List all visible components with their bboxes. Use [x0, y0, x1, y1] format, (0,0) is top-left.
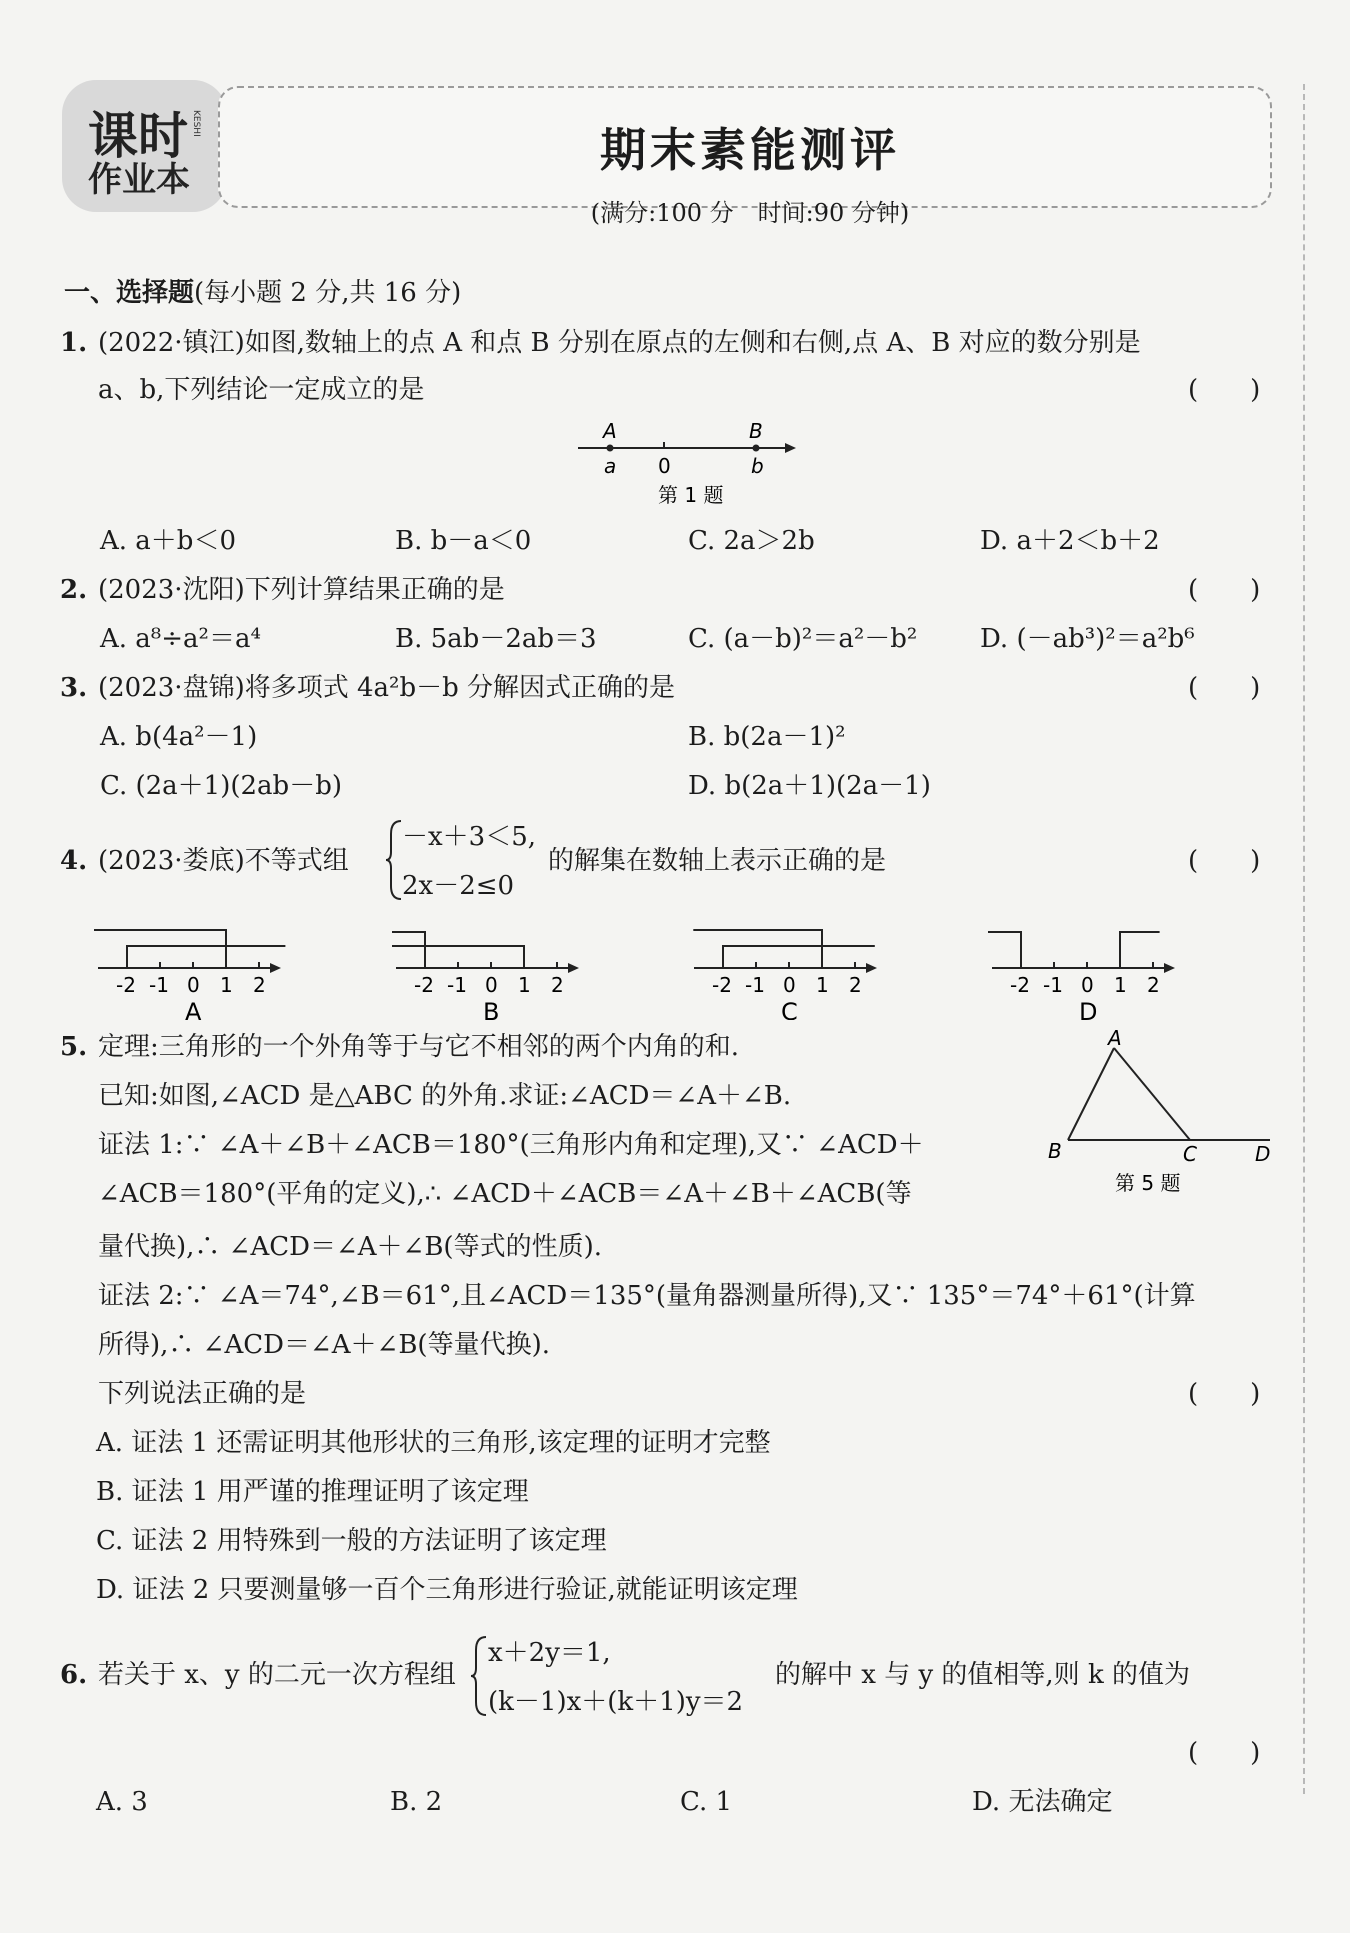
q4-tick-label: 2 [253, 973, 266, 997]
q1-point-a [607, 445, 614, 452]
q6-system-eq1: x＋2y＝1, [488, 1638, 611, 1668]
q5-number: 5. [60, 1032, 88, 1062]
q4-figure-c [693, 930, 877, 1020]
q5-line-2: 已知:如图,∠ACD 是△ABC 的外角.求证:∠ACD＝∠A＋∠B. [98, 1081, 792, 1111]
q5-line-3: 证法 1:∵ ∠A＋∠B＋∠ACB＝180°(三角形内角和定理),又∵ ∠ACD＋ [98, 1130, 924, 1160]
q2-option-c[interactable]: C. (a－b)²＝a²－b² [688, 624, 918, 654]
q1-option-c[interactable]: C. 2a＞2b [688, 526, 815, 556]
q5-side-ab [1068, 1048, 1114, 1140]
q1-point-b [753, 445, 760, 452]
q4-tick-label: -2 [712, 973, 732, 997]
q4-tick-label: -1 [149, 973, 169, 997]
q4-tick-label: 1 [816, 973, 829, 997]
q5-option-d[interactable]: D. 证法 2 只要测量够一百个三角形进行验证,就能证明该定理 [96, 1575, 798, 1605]
q6-stem-post: 的解中 x 与 y 的值相等,则 k 的值为 [775, 1660, 1190, 1690]
logo-text-sub: 作业本 [88, 160, 190, 200]
q3-option-a[interactable]: A. b(4a²－1) [100, 722, 258, 752]
q5-line-4: ∠ACB＝180°(平角的定义),∴ ∠ACD＋∠ACB＝∠A＋∠B＋∠ACB(等 [98, 1179, 912, 1209]
q4-system-eq1: －x＋3＜5, [402, 822, 537, 852]
q4-solution-ray [392, 932, 425, 968]
q3-option-d[interactable]: D. b(2a＋1)(2a－1) [688, 771, 931, 801]
q3-answer-blank[interactable]: ( ) [1188, 673, 1261, 703]
q4-tick-label: -2 [414, 973, 434, 997]
q1-option-d[interactable]: D. a＋2＜b＋2 [980, 526, 1160, 556]
q4-options-figures [90, 910, 1190, 1020]
q1-label-b: b [751, 454, 764, 478]
q1-option-b[interactable]: B. b－a＜0 [395, 526, 532, 556]
q4-solution-ray [127, 946, 285, 968]
q4-axis-arrow [866, 963, 877, 973]
q5-answer-blank[interactable]: ( ) [1188, 1379, 1261, 1409]
q1-figure-caption: 第 1 题 [658, 483, 724, 507]
q5-line-7: 所得),∴ ∠ACD＝∠A＋∠B(等量代换). [98, 1330, 550, 1360]
q4-tick-label: -1 [1043, 973, 1063, 997]
q4-option-label[interactable]: B [483, 998, 500, 1020]
q2-stem: (2023·沈阳)下列计算结果正确的是 [98, 575, 505, 605]
q4-axis-arrow [270, 963, 281, 973]
q2-option-b[interactable]: B. 5ab－2ab＝3 [395, 624, 597, 654]
q4-tick-label: 1 [1114, 973, 1127, 997]
q4-tick-label: 2 [1147, 973, 1160, 997]
q1-number: 1. [60, 328, 88, 358]
q5-label-A: A [1108, 1030, 1122, 1050]
section-note: (每小题 2 分,共 16 分) [194, 278, 462, 308]
page-subtitle: (满分:100 分 时间:90 分钟) [590, 199, 910, 227]
q5-triangle-figure [1040, 1030, 1280, 1205]
q4-solution-ray [693, 930, 822, 968]
q4-tick-label: 0 [1081, 973, 1094, 997]
q5-figure-caption: 第 5 题 [1115, 1171, 1181, 1195]
q1-option-a[interactable]: A. a＋b＜0 [100, 526, 236, 556]
q5-side-ac [1114, 1048, 1190, 1140]
q1-answer-blank[interactable]: ( ) [1188, 375, 1261, 405]
q4-tick-label: -2 [1010, 973, 1030, 997]
q4-tick-label: 2 [849, 973, 862, 997]
q6-brace [470, 1634, 490, 1718]
q4-option-label[interactable]: D [1079, 998, 1098, 1020]
q5-label-D: D [1255, 1142, 1271, 1166]
q5-label-C: C [1183, 1142, 1197, 1166]
q1-axis-arrow [785, 443, 796, 453]
q4-figure-d [988, 932, 1175, 1020]
q4-number: 4. [60, 846, 88, 876]
q6-option-a[interactable]: A. 3 [96, 1787, 148, 1817]
q4-tick-label: -1 [745, 973, 765, 997]
q3-stem: (2023·盘锦)将多项式 4a²b－b 分解因式正确的是 [98, 673, 676, 703]
q1-label-A: A [603, 419, 617, 443]
q4-figure-b [392, 932, 579, 1020]
page-title: 期末素能测评 [600, 123, 900, 177]
q2-number: 2. [60, 575, 88, 605]
q4-tick-label: -2 [116, 973, 136, 997]
q5-line-1: 定理:三角形的一个外角等于与它不相邻的两个内角的和. [98, 1032, 740, 1062]
q2-option-d[interactable]: D. (－ab³)²＝a²b⁶ [980, 624, 1195, 654]
q5-line-8: 下列说法正确的是 [98, 1379, 307, 1409]
q4-tick-label: 0 [187, 973, 200, 997]
q3-option-c[interactable]: C. (2a＋1)(2ab－b) [100, 771, 342, 801]
q6-option-d[interactable]: D. 无法确定 [972, 1787, 1113, 1817]
q6-system-eq2: (k－1)x＋(k＋1)y＝2 [488, 1687, 744, 1717]
q4-stem-pre: (2023·娄底)不等式组 [98, 846, 349, 876]
q6-answer-blank[interactable]: ( ) [1188, 1738, 1261, 1768]
q1-stem-line1: (2022·镇江)如图,数轴上的点 A 和点 B 分别在原点的左侧和右侧,点 A、B 对应的数分别是 [98, 328, 1141, 358]
q4-tick-label: 0 [783, 973, 796, 997]
q4-solution-ray [988, 932, 1021, 968]
logo-text-pinyin: KESHI [191, 110, 201, 137]
section-heading [64, 280, 461, 306]
margin-rule [1303, 84, 1305, 1794]
section-title: 一、选择题 [64, 278, 195, 308]
q5-line-5: 量代换),∴ ∠ACD＝∠A＋∠B(等式的性质). [98, 1232, 602, 1262]
q3-option-b[interactable]: B. b(2a－1)² [688, 722, 846, 752]
q6-option-c[interactable]: C. 1 [680, 1787, 733, 1817]
q5-label-B: B [1048, 1139, 1062, 1163]
q4-option-label[interactable]: A [185, 998, 202, 1020]
q4-option-label[interactable]: C [781, 998, 798, 1020]
q1-stem-line2: a、b,下列结论一定成立的是 [98, 375, 425, 405]
q1-label-a: a [604, 454, 617, 478]
q1-label-zero: 0 [658, 454, 671, 478]
q5-line-6: 证法 2:∵ ∠A＝74°,∠B＝61°,且∠ACD＝135°(量角器测量所得),又∵ 135°＝74°＋61°(计算 [98, 1281, 1196, 1311]
q4-figure-a [94, 930, 285, 1020]
q6-option-b[interactable]: B. 2 [390, 1787, 443, 1817]
q2-answer-blank[interactable]: ( ) [1188, 575, 1261, 605]
q1-label-B: B [749, 419, 763, 443]
q5-option-a[interactable]: A. 证法 1 还需证明其他形状的三角形,该定理的证明才完整 [96, 1428, 771, 1458]
q4-tick-label: 1 [220, 973, 233, 997]
q5-option-c[interactable]: C. 证法 2 用特殊到一般的方法证明了该定理 [96, 1526, 607, 1556]
q6-stem-pre: 若关于 x、y 的二元一次方程组 [98, 1660, 456, 1690]
q4-solution-ray [723, 946, 875, 968]
q1-number-line-figure [570, 418, 800, 508]
q4-tick-label: 0 [485, 973, 498, 997]
logo-text-main: 课时 [88, 107, 188, 165]
q3-number: 3. [60, 673, 88, 703]
q4-axis-arrow [568, 963, 579, 973]
q2-option-a[interactable]: A. a⁸÷a²＝a⁴ [100, 624, 261, 654]
q6-number: 6. [60, 1660, 88, 1690]
q4-tick-label: -1 [447, 973, 467, 997]
q4-stem-post: 的解集在数轴上表示正确的是 [548, 846, 887, 876]
q5-option-b[interactable]: B. 证法 1 用严谨的推理证明了该定理 [96, 1477, 529, 1507]
q4-tick-label: 2 [551, 973, 564, 997]
q4-answer-blank[interactable]: ( ) [1188, 846, 1261, 876]
q4-tick-label: 1 [518, 973, 531, 997]
q4-system-eq2: 2x－2≤0 [402, 871, 515, 901]
q4-axis-arrow [1164, 963, 1175, 973]
